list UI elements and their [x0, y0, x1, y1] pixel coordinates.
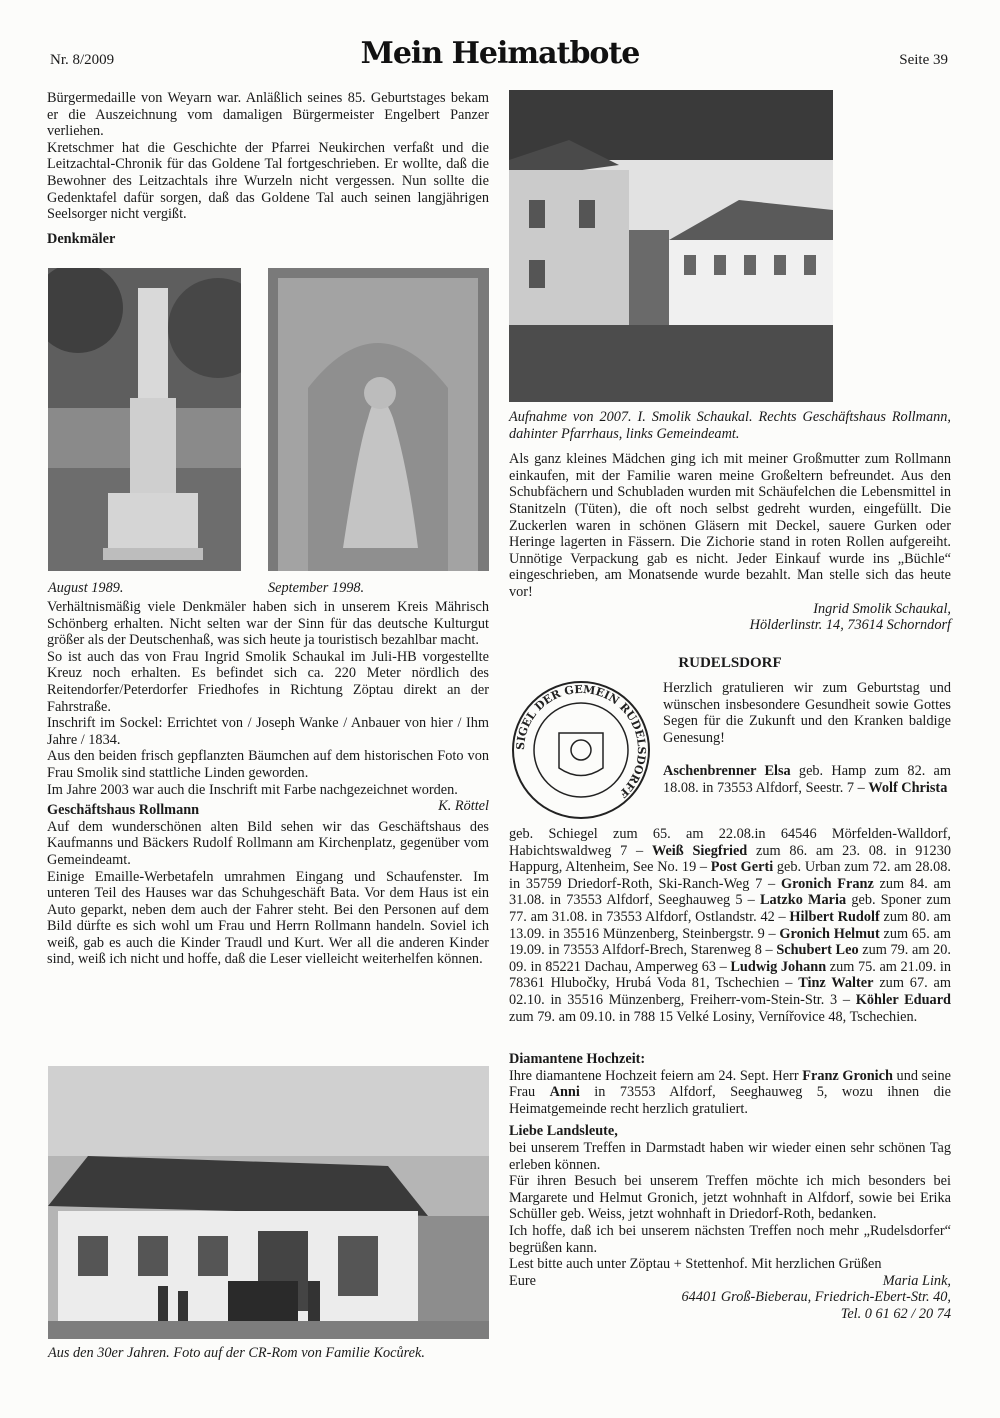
caption-street-2007: Aufnahme von 2007. I. Smolik Schaukal. Rechts Geschäftshaus Rollmann, dahinter Pfarrhaus, links Gemeindeamt. — [509, 409, 951, 442]
birthday-details: zum 65. am 19.09. in 73553 Alfdorf-Brech, Starenweg 8 – — [509, 925, 951, 959]
paragraph: Auf dem wunderschönen alten Bild sehen wir das Geschäftshaus des Kaufmanns und Bäckers Rudolf Rollmann am Kirchenplatz, gegenüber vom Gemeindeamt. — [47, 818, 489, 868]
section-heading-rollmann: Geschäftshaus Rollmann — [47, 802, 200, 819]
right-text-block — [509, 409, 951, 634]
caption-september-1998: September 1998. — [268, 580, 365, 596]
birthday-details: zum 75. am 21.09. in 78361 Hlubočky, Hrubá Voda 81, Tschechien – — [509, 958, 952, 992]
paragraph-text: Im Jahre 2003 war auch die Inschrift mit Farbe nachgezeichnet worden. — [47, 781, 458, 798]
birthday-name: Aschenbrenner Elsa — [663, 763, 791, 779]
birthday-name: Gronich Franz — [780, 875, 874, 892]
birthday-details: zum 79. am 09.10. in 788 15 Velké Losiny, Vernířovice 48, Tschechien. — [509, 1008, 918, 1025]
paragraph-greeting: Herzlich gratulieren wir zum Geburtstag und wünschen insbesondere Gesundheit sowie Gottes Segen für die Zukunft und den Kranken baldige Genesung! — [663, 680, 951, 746]
signature-name: Maria Link, — [882, 1272, 951, 1289]
paragraph: Für ihren Besuch bei unserem Treffen möchte ich mich besonders bei Margarete und Helmut Gronich, jetzt wohnhaft in Alfdorf, sowie bei Erika Schüller geb. Weiss, jetzt wohnhaft in Driedorf-Roth, bedanken. — [509, 1173, 951, 1223]
diamond-text: in 73553 Alfdorf, Seeghauweg 5, wozu ihnen die Heimatgemeinde recht herzlich gratuliert. — [509, 1084, 951, 1117]
section-heading-rudelsdorf: RUDELSDORF — [678, 655, 782, 671]
birthday-details: geb. Urban zum 72. am 28.08. in 35759 Driedorf-Roth, Ski-Ranch-Weg 7 – — [509, 859, 952, 892]
birthday-name: Köhler Eduard — [855, 991, 952, 1008]
photo-street-2007 — [509, 90, 833, 402]
denkmaeler-text — [47, 599, 489, 968]
page-number: Seite 39 — [899, 52, 948, 68]
seal-emblem — [509, 678, 654, 823]
birthday-name: Ludwig Johann — [730, 958, 827, 975]
signature-name: Ingrid Smolik Schaukal, — [813, 600, 951, 617]
photo-relief-1998 — [268, 268, 489, 571]
caption-august-1989: August 1989. — [48, 580, 124, 596]
paragraph: Ich hoffe, daß ich bei unserem nächsten Treffen noch mehr „Rudelsdorfer“ begrüßen kann. — [509, 1222, 951, 1256]
couple-name: Franz Gronich — [802, 1067, 893, 1084]
birthday-name: Gronich Helmut — [779, 925, 880, 942]
birthday-name: Schubert Leo — [776, 942, 859, 959]
paragraph: So ist auch das von Frau Ingrid Smolik Schaukal im Juli-HB vorgestellte Kreuz noch erhalten. Es befindet sich ca. 220 Meter nördlich des Reitendorfer/Peterdorfer Friedhofes in Richtung Zöptau direkt an der Fahrstraße. — [47, 648, 489, 715]
closing-word: Eure — [509, 1272, 536, 1289]
right-lower-block — [509, 1051, 951, 1323]
birthday-details: zum 80. am 13.09. in 35516 Münzenberg, Steinbergstr. 9 – — [509, 908, 951, 942]
paragraph: Inschrift im Sockel: Errichtet von / Joseph Wanke / Anbauer von hier / Ihm Jahre / 1834. — [47, 715, 489, 748]
author-signature: K. Röttel — [438, 798, 489, 815]
diamond-text: und seine Frau — [509, 1067, 951, 1101]
birthday-name: Wolf Christa — [868, 779, 948, 796]
paragraph-diamond — [509, 1068, 951, 1118]
section-heading-denkmaeler: Denkmäler — [47, 230, 116, 247]
seal-inscription: SIGEL DER GEMEIN RUDELSDORFF — [513, 682, 649, 800]
photo-monument-1989 — [48, 268, 241, 571]
paragraph: Bürgermedaille von Weyarn war. Anläßlich seines 85. Geburtstages bekam er die Auszeichnung vom damaligen Bürgermeister Engelbert Panzer verliehen. — [47, 90, 489, 140]
photo-shop-1930s — [48, 1066, 489, 1339]
signature-phone: Tel. 0 61 62 / 20 74 — [840, 1305, 951, 1322]
caption-shop-1930s: Aus den 30er Jahren. Foto auf der CR-Rom von Familie Kocůrek. — [48, 1345, 425, 1361]
birthday-name: Weiß Siegfried — [651, 842, 748, 859]
paragraph: Einige Emaille-Werbetafeln umrahmen Eingang und Schaufenster. Im unteren Teil des Hauses war das Schuhgeschäft Bata. Vor dem Haus ist ein Auto geparkt, neben dem auch der Fahrer steht. Bei den Personen auf dem Bild dürfte es sich wohl um Frau und Herrn Rollmann handeln. Soviel ich weiß, gab es auch die Kinder Traudl und Kurt. Wer all die anderen Kinder sind, weiß ich nicht und hoffe, daß die Leser vielleicht weiterhelfen können. — [47, 868, 489, 968]
section-heading-landsleute: Liebe Landsleute, — [509, 1123, 618, 1140]
signature-address: Hölderlinstr. 14, 73614 Schorndorf — [749, 617, 951, 634]
birthday-details: geb. Hamp zum 82. am 18.08. in 73553 Alfdorf, Seestr. 7 – — [663, 763, 951, 796]
birthday-name: Latzko Maria — [759, 892, 847, 909]
diamond-text: Ihre diamantene Hochzeit feiern am 24. Sept. Herr — [509, 1067, 803, 1084]
birthday-list-continued — [509, 826, 951, 1025]
paragraph: Kretschmer hat die Geschichte der Pfarrei Neukirchen verfaßt und die Leitzachtal-Chronik für das Goldene Tal fortgeschrieben. Er wollte, daß die Bewohner des Leitzachtals ihre Wurzeln nicht vergessen. Nun sollte die Gedenktafel dafür sorgen, daß das Goldene Tal auch seinen langjährigen Seelsorger nicht vergißt. — [47, 139, 489, 223]
birthday-details: geb. Sponer zum 77. am 31.08. in 73553 Alfdorf, Ostlandstr. 42 – — [509, 892, 951, 925]
birthday-name: Tinz Walter — [798, 975, 874, 992]
paragraph: Aus den beiden frisch gepflanzten Bäumchen auf dem historischen Foto von Frau Smolik sind stattliche Linden geworden. — [47, 748, 489, 781]
birthday-list-top — [663, 763, 951, 796]
signature-address: 64401 Groß-Bieberau, Friedrich-Ebert-Str. 40, — [681, 1289, 951, 1306]
paragraph: Verhältnismäßig viele Denkmäler haben sich in unserem Kreis Mährisch Schönberg erhalten. Nicht selten war der Sinn für das deutsche Kulturgut größer als der Deutschenhaß, was sich heute ja touristisch bezahlbar macht. — [47, 599, 489, 649]
masthead-title: Mein Heimatbote — [360, 36, 640, 71]
issue-number: Nr. 8/2009 — [50, 52, 115, 68]
paragraph: Lest bitte auch unter Zöptau + Stettenhof. Mit herzlichen Grüßen — [509, 1256, 882, 1273]
birthday-details: zum 67. am 02.10. in 35516 Münzenberg, Freiherr-vom-Stein-Str. 3 – — [509, 975, 951, 1008]
birthday-name: Hilbert Rudolf — [789, 908, 880, 925]
birthday-details: zum 84. am 31.08. in 73553 Alfdorf, Seeghauweg 5 – — [509, 875, 951, 909]
greeting-block — [663, 680, 951, 746]
birthday-name: Post Gerti — [710, 859, 774, 876]
birthday-details: geb. Schiegel zum 65. am 22.08.in 64546 Mörfelden-Walldorf, Habichtswaldweg 7 – — [509, 826, 951, 859]
couple-name: Anni — [549, 1084, 580, 1101]
birthday-details: zum 79. am 20. 09. in 85221 Dachau, Amperweg 63 – — [509, 942, 951, 975]
paragraph: bei unserem Treffen in Darmstadt haben wir wieder einen sehr schönen Tag erleben können. — [509, 1139, 951, 1173]
paragraph-closing — [509, 1273, 951, 1290]
birthday-details: zum 86. am 23. 08. in 91230 Happurg, Altenheim, See No. 19 – — [509, 842, 951, 876]
section-heading-diamond: Diamantene Hochzeit: — [509, 1051, 646, 1067]
paragraph-memory: Als ganz kleines Mädchen ging ich mit meiner Großmutter zum Rollmann einkaufen, mit der Familie waren meine Großeltern befreundet. Aus den Schubfächern und Schubladen wurden mit Schäufelchen die Lebensmittel in Stanitzeln (Tüten), die oft noch selbst gedreht wurden, eingefüllt. Die Zuckerlen waren in schönen Gläsern mit Deckel, sauere Gurken oder Heringe lagerten in Fässern. Die Zichorie stand in roten Rollen aufgereiht. Unnötige Verpackung gab es nicht. Jeder Einkauf wurde ins „Büchle“ eingeschrieben, am Monatsende wurde bezahlt. Man stelle sich das heute vor! — [509, 451, 951, 600]
left-intro-block — [47, 90, 489, 247]
